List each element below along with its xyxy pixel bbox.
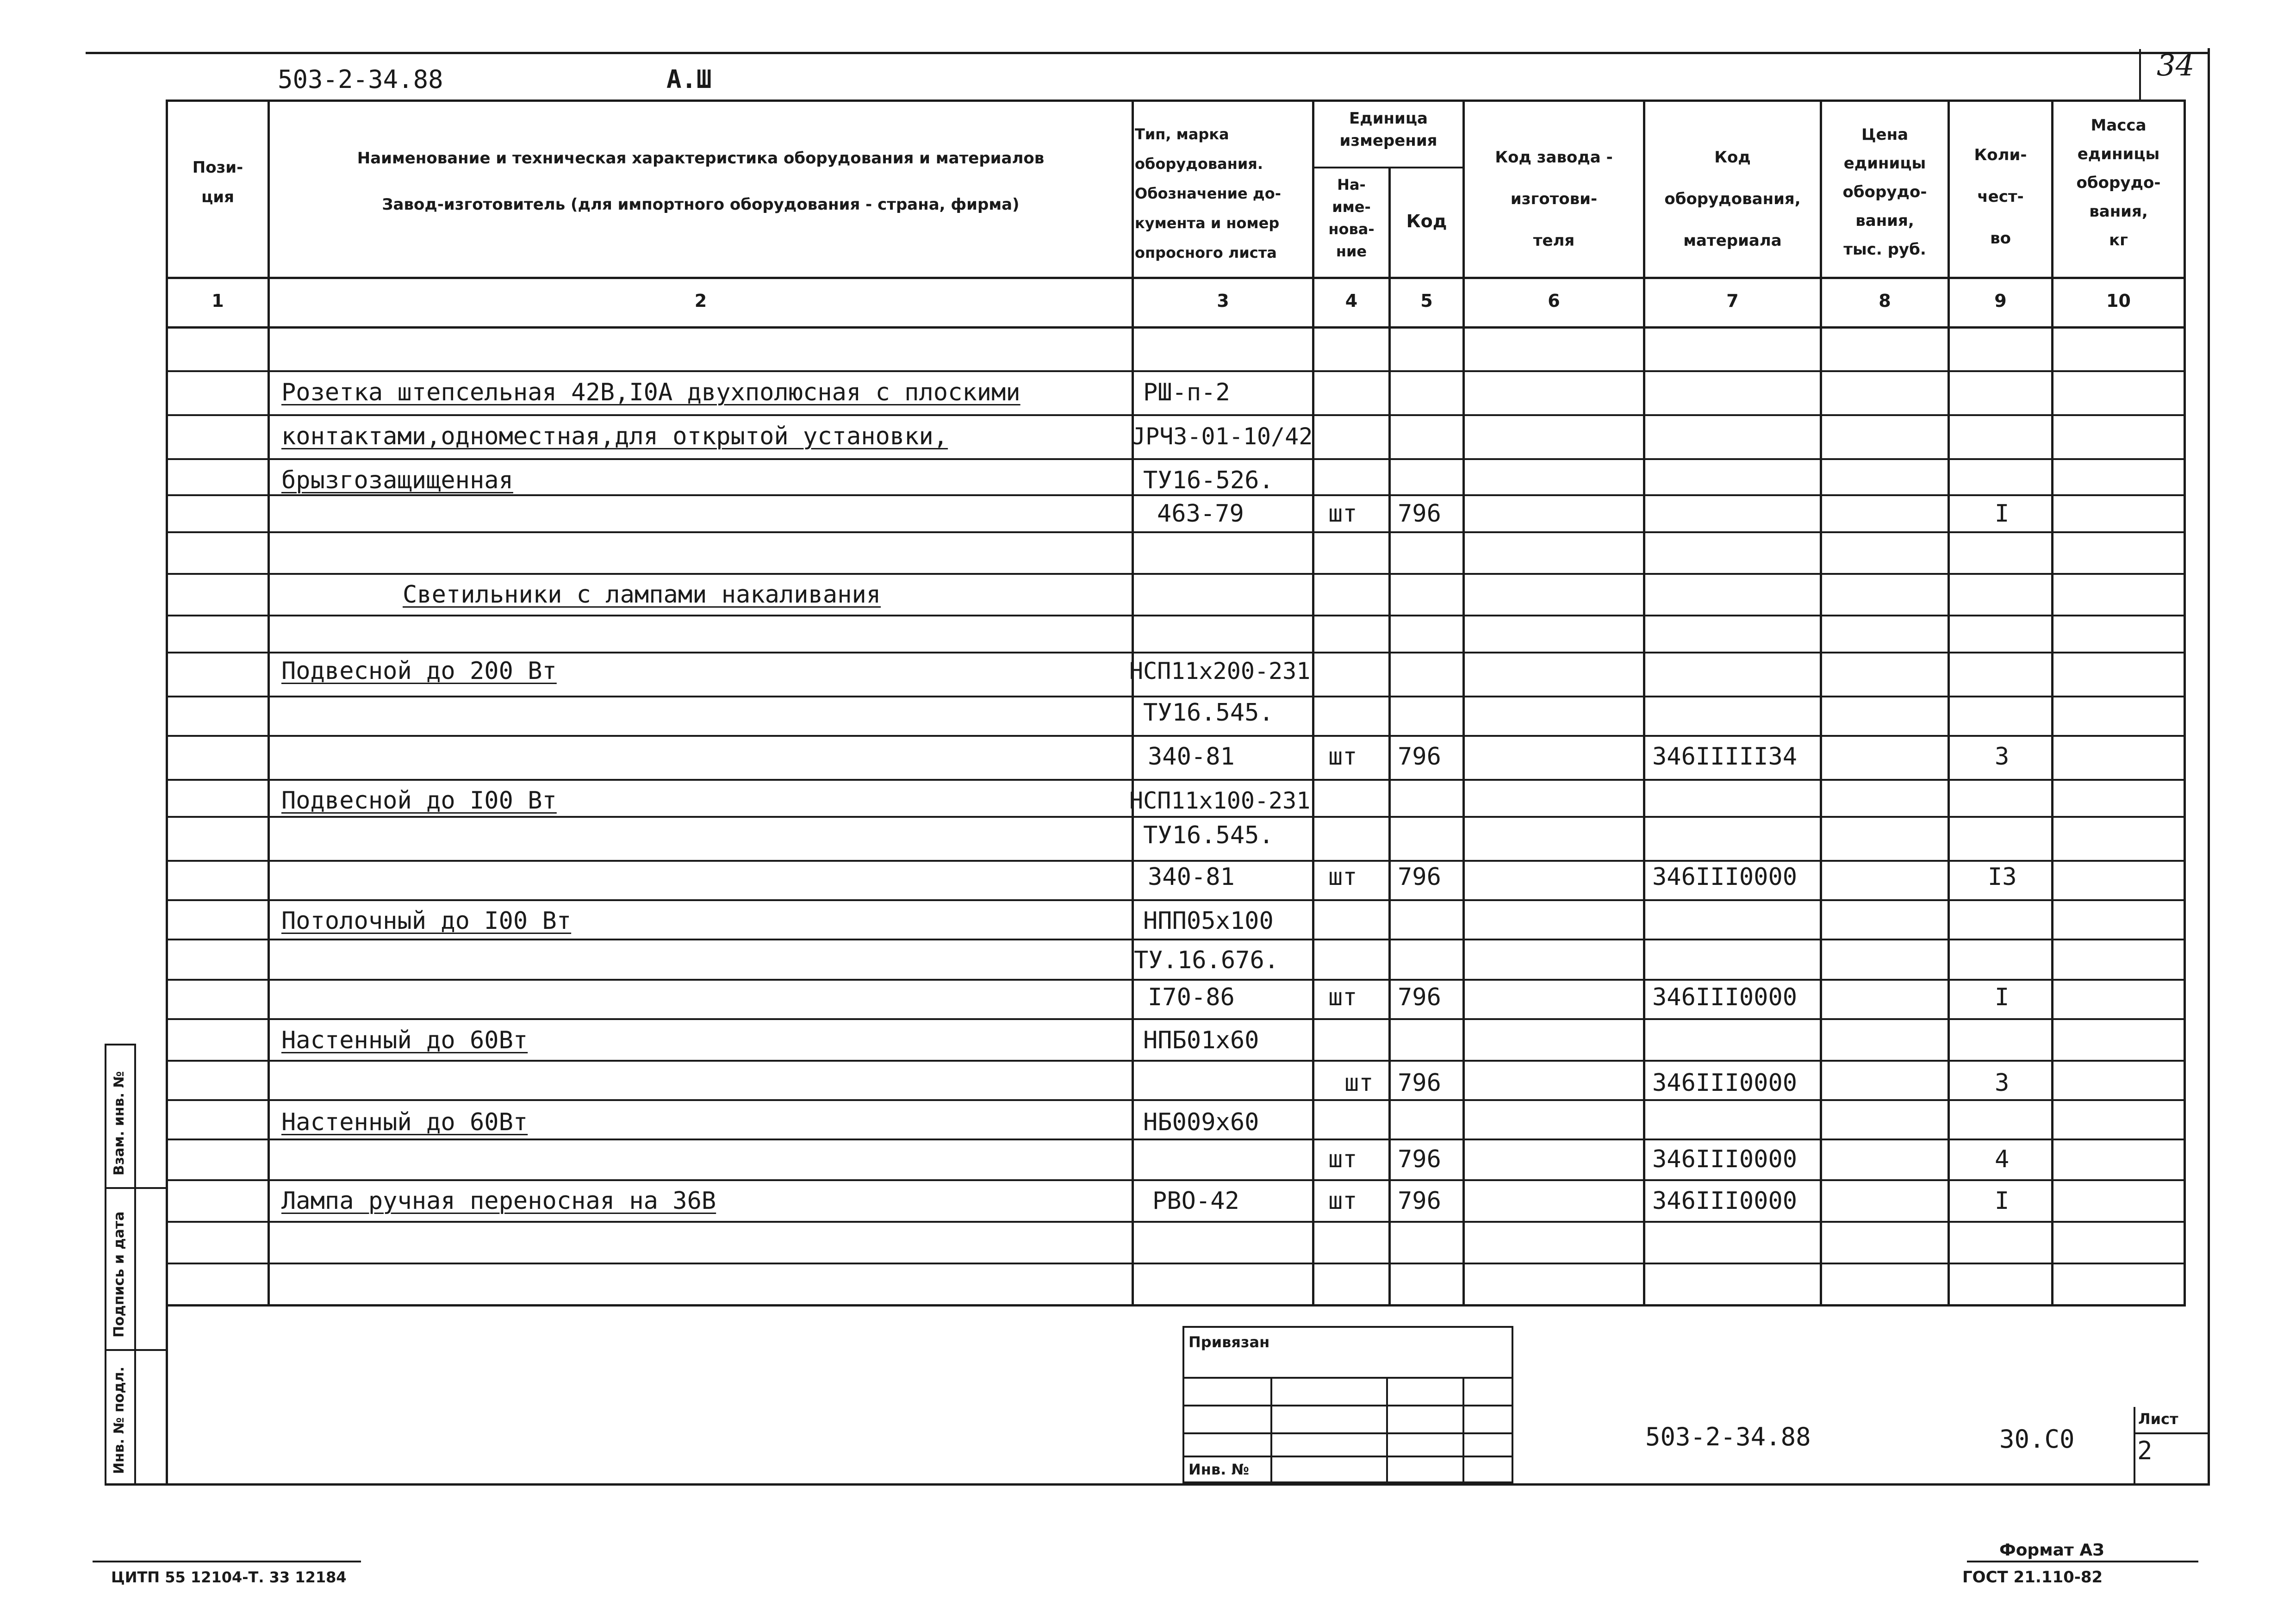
header-col3: Тип, марка оборудования. Обозначение до- кумента и номер опросного листа [1135,125,1281,261]
item-name: Подвесной до I00 Вт [281,787,557,815]
inv-no-label: Инв. № [1188,1461,1249,1478]
colnum-2: 2 [694,291,707,311]
row-line [166,860,2186,862]
item-type: НСП11х200-231 [1129,658,1311,684]
corner-box-line [2139,49,2141,100]
row-line [166,1139,2186,1140]
item-code: 796 [1398,743,1441,771]
list-box-mid [2134,1432,2209,1434]
item-type: 340-81 [1148,863,1235,891]
colnum-9: 9 [1994,291,2007,311]
item-qty: I [1995,983,2010,1011]
item-equip-code: 346III0000 [1652,1069,1798,1097]
header-col4: На- име- нова- ние [1328,176,1375,260]
item-unit: шт [1328,1145,1357,1173]
item-type: ТУ16.545. [1143,821,1274,849]
row-line [166,979,2186,981]
side-stamp-outer [105,1044,106,1484]
header-unit-group: Единица измерения [1339,109,1437,150]
side-stamp-sep [105,1349,167,1351]
col-sep-5 [1462,100,1465,1305]
privyazan-col [1386,1377,1388,1483]
row-line [166,494,2186,496]
colnum-6: 6 [1548,291,1560,311]
doc-code: 503-2-34.88 [1645,1422,1811,1451]
row-line [166,939,2186,940]
header-col6: Код завода - изготови- теля [1495,148,1613,250]
frame-right [2208,48,2210,1486]
side-stamp-top [105,1044,134,1045]
list-box-left [2134,1407,2135,1485]
col-sep-3 [1312,100,1314,1305]
item-type: РШ-п-2 [1143,379,1230,406]
row-line [166,1060,2186,1062]
footer-rule-left [93,1561,361,1562]
row-line [166,1221,2186,1223]
item-type: РВО-42 [1152,1187,1239,1215]
item-qty: 3 [1995,1069,2010,1097]
item-code: 796 [1398,1069,1441,1097]
side-stamp-sep [105,1187,167,1189]
col-sep-7 [1820,100,1822,1305]
col-sep-6 [1643,100,1645,1305]
colnum-8: 8 [1879,291,1891,311]
list-label: Лист [2138,1410,2178,1428]
col-sep-9 [2051,100,2053,1305]
top-code: 503-2-34.88 [278,65,443,94]
item-unit: шт [1328,743,1357,771]
item-name: Настенный до 60Вт [281,1027,528,1054]
item-qty: I [1995,1187,2010,1215]
side-label-podpis: Подпись и дата [111,1211,127,1338]
item-qty: 3 [1995,743,2010,771]
item-name: Розетка штепсельная 42В,I0А двухполюсная с плоскими [281,379,1020,406]
col-sep-1 [268,100,270,1305]
item-code: 796 [1398,1187,1441,1215]
row-line [166,1018,2186,1020]
item-equip-code: 346IIIII34 [1652,743,1798,771]
colnum-10: 10 [2106,291,2131,311]
row-line [166,615,2186,616]
item-unit: шт [1328,500,1357,528]
item-type: ЈРЧЗ-01-10/42 [1132,423,1313,450]
item-qty: 4 [1995,1145,2010,1173]
row-line [166,458,2186,460]
privyazan-col [1462,1377,1464,1483]
row-line [166,779,2186,781]
row-line [166,899,2186,901]
item-code: 796 [1398,1145,1441,1173]
item-type: 463-79 [1157,500,1244,528]
row-line [166,1099,2186,1101]
item-qty: I3 [1988,863,2017,891]
row-line [166,1263,2186,1264]
row-line [166,816,2186,818]
header-col2-line2: Завод-изготовитель (для импортного оборудования - страна, фирма) [382,195,1020,214]
row-line [166,696,2186,697]
item-equip-code: 346III0000 [1652,863,1798,891]
section-heading: Светильники с лампами накаливания [403,581,881,609]
item-code: 796 [1398,983,1441,1011]
item-unit: шт [1328,1187,1357,1215]
section-code: 30.С0 [1999,1425,2075,1454]
top-album: А.Ш [666,65,712,94]
col-sep-2 [1132,100,1134,1305]
colnum-3: 3 [1217,291,1229,311]
item-name: брызгозащищенная [281,467,513,494]
colnum-5: 5 [1420,291,1433,311]
colnum-1: 1 [212,291,224,311]
table-top [166,100,2186,102]
item-type: 340-81 [1148,743,1235,771]
side-label-inv-podl: Инв. № подл. [111,1366,127,1474]
footer-rule-right [1967,1561,2198,1562]
header-col10: Масса единицы оборудо- вания, кг [2076,116,2161,249]
row-line [166,370,2186,372]
sheet-corner-number: 34 [2157,49,2195,83]
side-stamp-inner [134,1044,136,1484]
privyazan-col [1270,1377,1272,1483]
header-col2-line1: Наименование и техническая характеристика оборудования и материалов [357,149,1045,168]
row-line [166,1179,2186,1181]
item-code: 796 [1398,500,1441,528]
row-line [166,414,2186,416]
item-unit: шт [1328,983,1357,1011]
item-equip-code: 346III0000 [1652,1187,1798,1215]
item-equip-code: 346III0000 [1652,983,1798,1011]
item-type: НСП11х100-231 [1129,787,1311,814]
table-right-inner [2184,100,2186,1306]
item-type: ТУ.16.676. [1134,946,1279,974]
header-col1: Пози- ция [192,158,243,206]
item-type: НБ009х60 [1143,1108,1259,1136]
row-line [166,573,2186,575]
footer-gost: ГОСТ 21.110-82 [1962,1568,2103,1587]
unit-group-divider [1312,167,1462,168]
item-name: Лампа ручная переносная на 36В [281,1187,716,1215]
header-col8: Цена единицы оборудо- вания, тыс. руб. [1842,125,1927,259]
item-name: Подвесной до 200 Вт [281,657,557,685]
header-col7: Код оборудования, материала [1664,148,1801,250]
item-type: ТУ16.545. [1143,699,1274,727]
top-rule [86,52,2208,54]
privyazan-label: Привязан [1188,1333,1270,1351]
item-name: Настенный до 60Вт [281,1108,528,1136]
item-type: НПП05х100 [1143,907,1274,935]
row-line [166,735,2186,737]
header-col5: Код [1406,211,1447,231]
item-type: НПБ01х60 [1143,1027,1259,1054]
colnum-4: 4 [1345,291,1358,311]
side-label-vzam: Взам. инв. № [111,1071,127,1176]
item-type: I70-86 [1148,983,1235,1011]
row-line [166,531,2186,533]
item-qty: I [1995,500,2010,528]
footer-format: Формат АЗ [1999,1541,2104,1560]
row-line [166,652,2186,653]
item-equip-code: 346III0000 [1652,1145,1798,1173]
item-type: ТУ16-526. [1143,467,1274,494]
item-name: контактами,одноместная,для открытой установки, [281,423,948,450]
list-number: 2 [2137,1436,2153,1465]
numbers-bottom [166,326,2186,329]
item-unit: шт [1328,863,1357,891]
header-bottom [166,277,2186,279]
header-col9: Коли- чест- во [1974,146,2027,248]
item-code: 796 [1398,863,1441,891]
colnum-7: 7 [1726,291,1739,311]
table-body-bottom [166,1304,2186,1307]
item-name: Потолочный до I00 Вт [281,907,572,935]
item-unit: шт [1344,1069,1374,1097]
col-sep-8 [1948,100,1950,1305]
frame-bottom [105,1483,2209,1486]
footer-left: ЦИТП 55 12104-Т. 33 12184 [111,1568,347,1586]
